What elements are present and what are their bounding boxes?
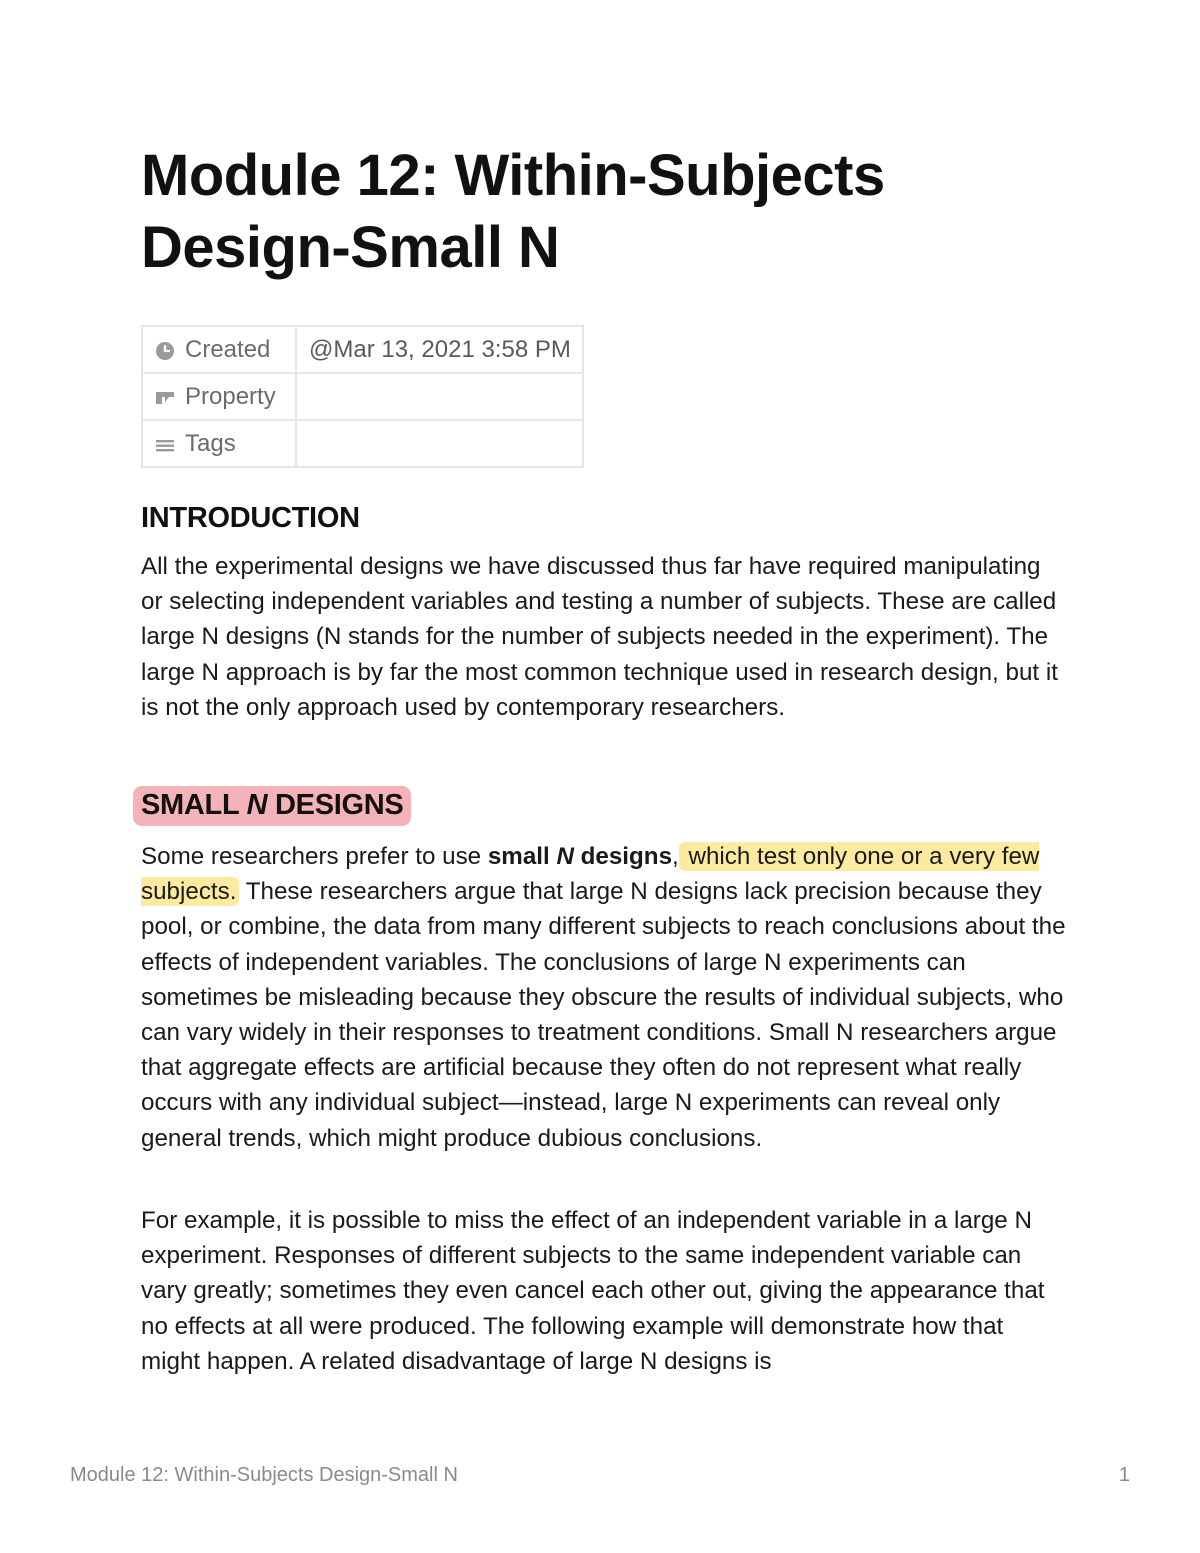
select-icon xyxy=(153,385,177,409)
property-row-created xyxy=(142,326,583,373)
property-value-created[interactable]: @Mar 13, 2021 3:58 PM xyxy=(296,326,583,373)
clock-icon xyxy=(153,338,177,362)
bold-term xyxy=(488,843,672,870)
bold-term-text: designs xyxy=(573,843,673,870)
property-value-tags[interactable] xyxy=(296,420,583,467)
property-key-cell xyxy=(142,326,296,373)
property-label-created: Created xyxy=(185,335,271,363)
paragraph-text: Some researchers prefer to use xyxy=(141,843,488,870)
small-n-paragraph-2: For example, it is possible to miss the effect of an independent variable in a large N experiment. Responses of different subjects to the same independent variable can vary greatly; sometimes they even cancel each other out, giving the appearance that no effects at all were produced. The following example will demonstrate how that might happen. A related disadvantage of large N designs is xyxy=(141,1207,1045,1375)
list-icon xyxy=(153,432,177,456)
property-key-cell xyxy=(142,373,296,420)
page-number: 1 xyxy=(1118,1464,1130,1486)
paragraph-text: , xyxy=(672,843,679,870)
property-row-tags xyxy=(142,420,583,467)
introduction-heading: INTRODUCTION xyxy=(141,502,360,534)
bold-term-text: small xyxy=(487,843,557,870)
page-title: Module 12: Within-Subjects Design-Small N xyxy=(141,143,885,280)
property-value-property[interactable] xyxy=(296,373,583,420)
paragraph-text: These researchers argue that large N designs lack precision because they pool, or combine, the data from many different subjects to reach conclusions about the effects of independent variables. The conclusions of large N experiments can sometimes be misleading because they obscure the results of individual subjects, who can vary widely in their responses to treatment conditions. Small N researchers argue that aggregate effects are artificial because they often do not represent what really occurs with any individual subject—instead, large N experiments can reveal only general trends, which might produce dubious conclusions. xyxy=(141,878,1066,1152)
heading-text: SMALL xyxy=(141,789,247,821)
introduction-paragraph: All the experimental designs we have discussed thus far have required manipulating or selecting independent variables and testing a number of subjects. These are called large N designs (N stands for the number of subjects needed in the experiment). The large N approach is by far the most common technique used in research design, but it is not the only approach used by contemporary researchers. xyxy=(141,553,1058,721)
footer-title: Module 12: Within-Subjects Design-Small N xyxy=(70,1464,458,1486)
small-n-paragraph-1 xyxy=(141,839,1066,1156)
properties-table xyxy=(141,325,584,468)
property-label-tags: Tags xyxy=(185,429,236,457)
heading-italic-n: N xyxy=(246,789,268,821)
property-row-property xyxy=(142,373,583,420)
small-n-designs-heading xyxy=(133,786,411,826)
bold-term-italic: N xyxy=(556,843,574,870)
property-label-property: Property xyxy=(185,382,276,410)
heading-text: DESIGNS xyxy=(267,789,404,821)
highlighted-text: which test only one or a very few subjects. xyxy=(141,843,1040,906)
property-key-cell xyxy=(142,420,296,467)
